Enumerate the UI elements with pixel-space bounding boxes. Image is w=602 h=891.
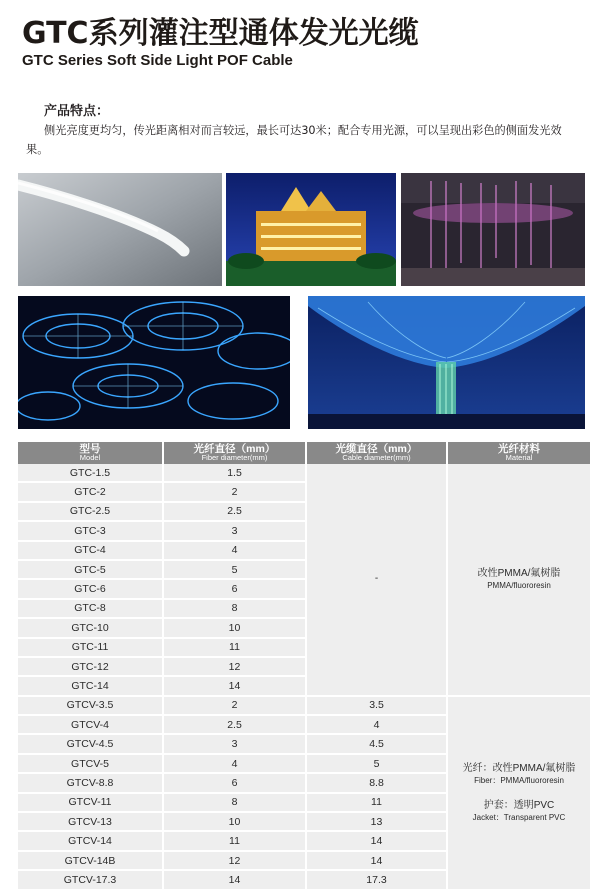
fiber-diameter-cell: 3: [163, 734, 306, 753]
header-material: 光纤材料 Material: [447, 442, 590, 464]
pink-light-installation-photo: [401, 173, 585, 286]
cable-diameter-cell: 14: [306, 851, 447, 870]
cable-diameter-cell: 11: [306, 793, 447, 812]
table-row: [18, 696, 590, 715]
table-header-row: [18, 442, 590, 464]
gtcv-fiber-material-cn: 光纤：改性PMMA/氟树脂: [462, 762, 576, 774]
features-heading: 产品特点：: [44, 104, 110, 119]
gtcv-fiber-material-en: Fiber：PMMA/fluororesin: [474, 775, 564, 785]
model-cell: GTCV-5: [18, 754, 163, 773]
gtcv-jacket-material-cn: 护套：透明PVC: [483, 799, 555, 811]
cable-diameter-cell: 8.8: [306, 773, 447, 792]
fiber-diameter-cell: 1.5: [163, 464, 306, 482]
lit-building-photo: [226, 173, 396, 286]
fiber-diameter-cell: 3: [163, 521, 306, 540]
header-cable-diameter: 光缆直径（mm） Cable diameter(mm): [306, 442, 447, 464]
model-cell: GTCV-4.5: [18, 734, 163, 753]
gtc-material-en: PMMA/fluororesin: [487, 580, 551, 590]
fiber-diameter-cell: 2: [163, 482, 306, 501]
model-cell: GTC-5: [18, 560, 163, 579]
fiber-diameter-cell: 2.5: [163, 715, 306, 734]
cable-diameter-cell: 17.3: [306, 870, 447, 889]
cable-diameter-cell: 3.5: [306, 696, 447, 715]
model-cell: GTCV-14: [18, 831, 163, 850]
model-cell: GTC-6: [18, 579, 163, 598]
model-cell: GTC-12: [18, 657, 163, 676]
model-cell: GTC-8: [18, 599, 163, 618]
fiber-diameter-cell: 5: [163, 560, 306, 579]
fiber-diameter-cell: 12: [163, 657, 306, 676]
page-title: GTC系列灌注型通体发光光缆: [22, 16, 419, 51]
fiber-diameter-cell: 11: [163, 638, 306, 657]
fiber-diameter-cell: 12: [163, 851, 306, 870]
fiber-diameter-cell: 2: [163, 696, 306, 715]
fiber-diameter-cell: 8: [163, 599, 306, 618]
page-subtitle: GTC Series Soft Side Light POF Cable: [22, 52, 293, 69]
fiber-diameter-cell: 6: [163, 579, 306, 598]
gtc-material-cell: [447, 464, 590, 696]
blue-umbrella-canopy-photo: [18, 296, 290, 429]
fiber-diameter-cell: 4: [163, 541, 306, 560]
spec-table: [18, 442, 590, 891]
fiber-diameter-cell: 14: [163, 870, 306, 889]
features-text: 侧光亮度更均匀，传光距离相对而言较远，最长可达30米；配合专用光源，可以呈现出彩色的侧面发光效果。: [26, 124, 562, 156]
white-cable-photo: [18, 173, 222, 286]
fiber-diameter-cell: 2.5: [163, 502, 306, 521]
fiber-diameter-cell: 14: [163, 676, 306, 695]
model-cell: GTCV-11: [18, 793, 163, 812]
cable-diameter-cell: 14: [306, 831, 447, 850]
fiber-diameter-cell: 6: [163, 773, 306, 792]
cable-diameter-cell: 5: [306, 754, 447, 773]
cable-diameter-cell: 13: [306, 812, 447, 831]
model-cell: GTC-10: [18, 618, 163, 637]
cable-diameter-cell: 4: [306, 715, 447, 734]
model-cell: GTCV-13: [18, 812, 163, 831]
fiber-tree-canopy-photo: [308, 296, 585, 429]
model-cell: GTCV-17.3: [18, 870, 163, 889]
model-cell: GTC-4: [18, 541, 163, 560]
model-cell: GTC-2: [18, 482, 163, 501]
model-cell: GTCV-4: [18, 715, 163, 734]
model-cell: GTC-14: [18, 676, 163, 695]
model-cell: GTC-3: [18, 521, 163, 540]
fiber-diameter-cell: 10: [163, 618, 306, 637]
gtcv-jacket-material-en: Jacket：Transparent PVC: [472, 812, 566, 822]
model-cell: GTCV-3.5: [18, 696, 163, 715]
gtc-cable-diameter-cell: -: [306, 464, 447, 696]
model-cell: GTCV-14B: [18, 851, 163, 870]
model-cell: GTC-2.5: [18, 502, 163, 521]
model-cell: GTCV-8.8: [18, 773, 163, 792]
fiber-diameter-cell: 4: [163, 754, 306, 773]
fiber-diameter-cell: 8: [163, 793, 306, 812]
model-cell: GTC-1.5: [18, 464, 163, 482]
model-cell: GTC-11: [18, 638, 163, 657]
cable-diameter-cell: 4.5: [306, 734, 447, 753]
table-row: [18, 464, 590, 482]
gtc-material-cn: 改性PMMA/氟树脂: [477, 567, 561, 579]
header-model: 型号 Model: [18, 442, 163, 464]
fiber-diameter-cell: 10: [163, 812, 306, 831]
gtcv-material-cell: [447, 696, 590, 890]
fiber-diameter-cell: 11: [163, 831, 306, 850]
header-fiber-diameter: 光纤直径（mm） Fiber diameter(mm): [163, 442, 306, 464]
